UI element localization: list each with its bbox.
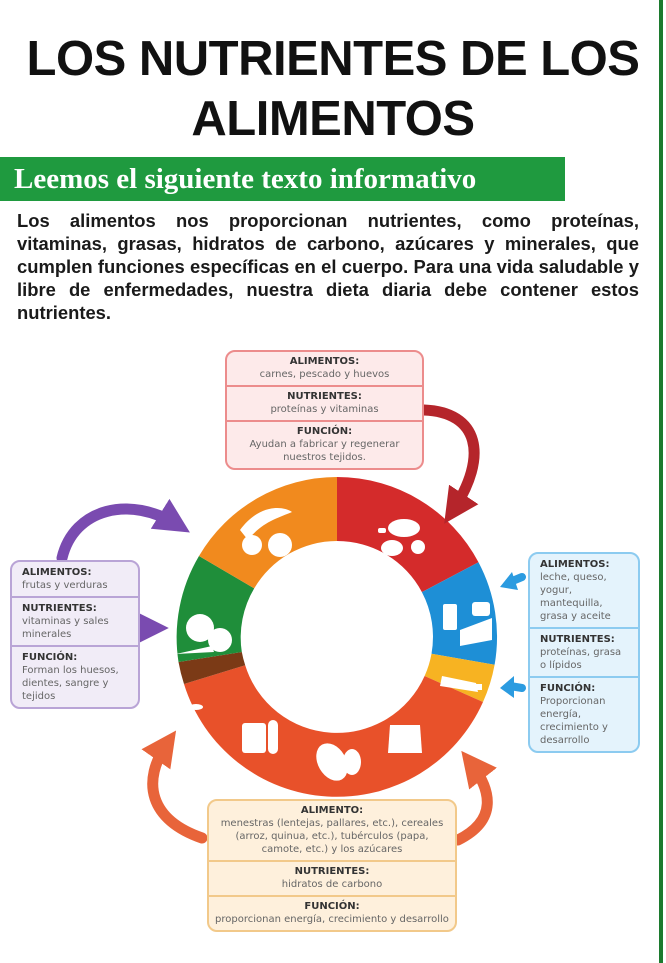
nutrientes-text: vitaminas y sales minerales xyxy=(22,616,109,640)
alimentos-text: carnes, pescado y huevos xyxy=(259,369,390,380)
info-box-lacteos-grasas xyxy=(528,552,640,753)
funcion-text: Forman los huesos, dientes, sangre y tejidos xyxy=(22,665,119,702)
arrow-orange-right xyxy=(458,762,487,840)
arrow-red xyxy=(424,410,474,512)
nutrientes-heading: NUTRIENTES: xyxy=(540,634,615,645)
funcion-text: Ayudan a fabricar y regenerar nuestros tejidos. xyxy=(249,439,400,463)
arrow-orange-left xyxy=(153,742,202,838)
banner-text: Leemos el siguiente texto informativo xyxy=(14,163,477,195)
nutrientes-text: proteínas y vitaminas xyxy=(270,404,379,415)
info-box-carnes xyxy=(225,350,424,470)
nutrientes-text: hidratos de carbono xyxy=(281,879,383,890)
alimentos-heading: ALIMENTOS: xyxy=(22,567,92,578)
funcion-heading: FUNCIÓN: xyxy=(22,652,78,663)
section-banner xyxy=(0,157,565,201)
alimentos-heading: ALIMENTO: xyxy=(300,805,364,816)
alimentos-text: frutas y verduras xyxy=(22,580,108,591)
arrow-blue-2-head xyxy=(500,676,514,698)
alimentos-heading: ALIMENTOS: xyxy=(289,356,360,367)
funcion-text: Proporcionan energía, crecimiento y desarrollo xyxy=(540,696,608,746)
nutrientes-heading: NUTRIENTES: xyxy=(294,866,370,877)
alimentos-text: menestras (lentejas, pallares, etc.), cereales (arroz, quinua, etc.), tubérculos (papa, camote, etc.) y los azúcares xyxy=(220,818,444,855)
funcion-heading: FUNCIÓN: xyxy=(540,683,596,694)
alimentos-text: leche, queso, yogur, mantequilla, grasa y aceite xyxy=(540,572,611,622)
nutrientes-heading: NUTRIENTES: xyxy=(22,603,97,614)
funcion-heading: FUNCIÓN: xyxy=(304,901,360,912)
alimentos-heading: ALIMENTOS: xyxy=(540,559,610,570)
info-box-carbohidratos xyxy=(207,799,457,932)
arrow-purple xyxy=(62,509,178,558)
page-title-line-2: ALIMENTOS xyxy=(191,92,475,146)
nutrientes-text: proteínas, grasa o lípidos xyxy=(540,647,622,671)
sugar-icon xyxy=(189,704,203,710)
info-box-frutas-verduras xyxy=(10,560,140,709)
funcion-heading: FUNCIÓN: xyxy=(296,426,353,437)
page-title-line-1: LOS NUTRIENTES DE LOS xyxy=(26,32,640,86)
nutrientes-heading: NUTRIENTES: xyxy=(287,391,362,402)
intro-paragraph: Los alimentos nos proporcionan nutrientes, como proteínas, vitaminas, grasas, hidratos de carbono, azúcares y minerales, que cumplen funciones específicas en el cuerpo. Para una vida saludable y libre de enfermedades, nuestra dieta diaria debe contener estos nutrientes. xyxy=(17,210,639,323)
funcion-text: proporcionan energía, crecimiento y desarrollo xyxy=(215,914,449,925)
